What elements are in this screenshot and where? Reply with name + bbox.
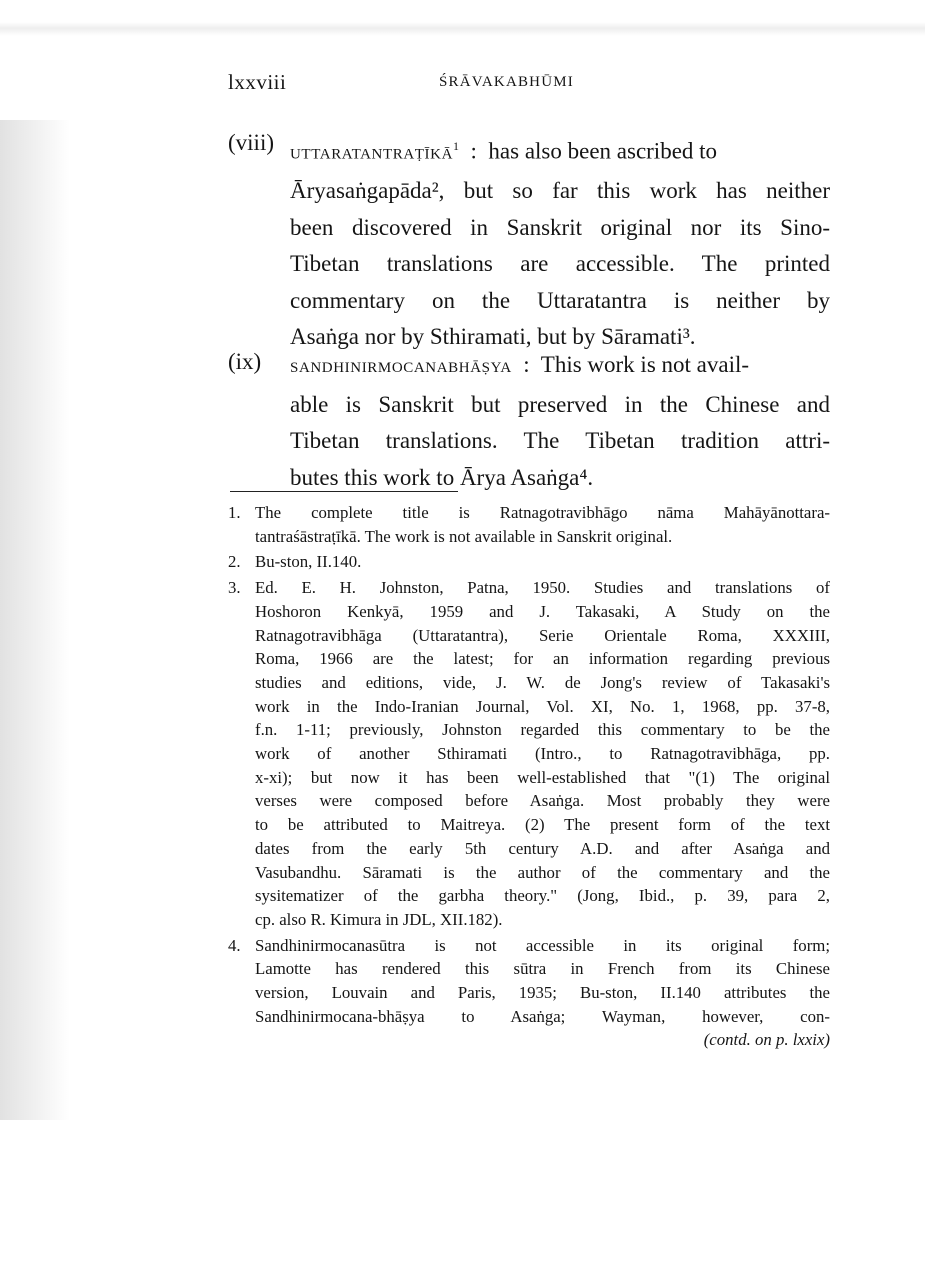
footnote-2 bbox=[228, 550, 830, 574]
footnote-line: Bu-ston, II.140. bbox=[255, 552, 362, 572]
footnote-line: Roma, 1966 are the latest; for an information regarding previous bbox=[255, 649, 830, 669]
footnote-line: to be attributed to Maitreya. (2) The present form of the text bbox=[255, 815, 830, 835]
scan-top-edge bbox=[0, 22, 925, 36]
footnote-line: Ed. E. H. Johnston, Patna, 1950. Studies and translations of bbox=[255, 578, 830, 598]
entry-title: UTTARATANTRAṬĪKĀ bbox=[290, 146, 454, 163]
footnote-line: Vasubandhu. Sāramati is the author of the commentary and the bbox=[255, 862, 830, 882]
entry-line: butes this work to Ārya Asaṅga⁴. bbox=[290, 464, 594, 490]
entry-viii bbox=[228, 128, 830, 356]
entry-line: Āryasaṅgapāda², but so far this work has neither bbox=[290, 178, 830, 204]
footnote-number: 4. bbox=[228, 935, 241, 955]
footnote-rule bbox=[230, 491, 458, 492]
entry-line-text: : This work is not avail- bbox=[511, 352, 750, 377]
footnote-1 bbox=[228, 501, 830, 548]
entry-ix bbox=[228, 347, 830, 496]
entry-line: commentary on the Uttaratantra is neither by bbox=[290, 287, 830, 313]
entry-number: (ix) bbox=[228, 349, 262, 374]
footnote-4 bbox=[228, 934, 830, 1029]
footnote-line: work in the Indo-Iranian Journal, Vol. XI, No. 1, 1968, pp. 37-8, bbox=[255, 696, 830, 716]
footnote-line: The complete title is Ratnagotravibhāgo nāma Mahāyānottara- bbox=[255, 503, 830, 522]
entry-line bbox=[290, 347, 830, 387]
footnote-3 bbox=[228, 576, 830, 932]
entry-line: Asaṅga nor by Sthiramati, but by Sāramati³. bbox=[290, 324, 696, 350]
entry-body bbox=[290, 128, 830, 356]
footnote-line: studies and editions, vide, J. W. de Jong's review of Takasaki's bbox=[255, 672, 830, 692]
footnote-line: work of another Sthiramati (Intro., to Ratnagotravibhāga, pp. bbox=[255, 744, 830, 764]
footnote-line: f.n. 1-11; previously, Johnston regarded this commentary to be the bbox=[255, 720, 830, 740]
entry-body bbox=[290, 347, 830, 496]
footnote-line: Ratnagotravibhāga (Uttaratantra), Serie Orientale Roma, XXXIII, bbox=[255, 625, 830, 645]
footnote-line: x-xi); but now it has been well-established that "(1) The original bbox=[255, 767, 830, 787]
entry-line-text: : has also been ascribed to bbox=[459, 138, 718, 164]
footnote-number: 3. bbox=[228, 578, 241, 598]
entry-line: been discovered in Sanskrit original nor its Sino- bbox=[290, 214, 830, 240]
running-title: ŚRĀVAKABHŪMI bbox=[439, 74, 574, 90]
entry-line: able is Sanskrit but preserved in the Chinese and bbox=[290, 391, 830, 417]
entry-line bbox=[290, 128, 830, 173]
footnote-ref: 1 bbox=[453, 139, 460, 153]
footnote-text bbox=[255, 550, 830, 574]
entry-number: (viii) bbox=[228, 130, 274, 155]
footnote-line: verses were composed before Asaṅga. Most probably they were bbox=[255, 791, 830, 811]
entry-line: Tibetan translations are accessible. The printed bbox=[290, 251, 830, 277]
page-number: lxxviii bbox=[228, 70, 287, 94]
footnote-line: Hoshoron Kenkyā, 1959 and J. Takasaki, A Study on the bbox=[255, 601, 830, 621]
footnote-line: Sandhinirmocanasūtra is not accessible in its original form; bbox=[255, 935, 830, 955]
footnote-line: cp. also R. Kimura in JDL, XII.182). bbox=[255, 909, 503, 929]
footnote-line: tantraśāstraṭīkā. The work is not available in Sanskrit original. bbox=[255, 526, 673, 546]
footnote-line: Sandhinirmocana-bhāṣya to Asaṅga; Wayman, however, con- bbox=[255, 1006, 830, 1026]
entry-title: SANDHINIRMOCANABHĀṢYA bbox=[290, 360, 512, 376]
footnote-line: version, Louvain and Paris, 1935; Bu-ston, II.140 attributes the bbox=[255, 983, 830, 1003]
running-head bbox=[228, 70, 828, 100]
footnote-number: 2. bbox=[228, 552, 241, 572]
footnote-line: Lamotte has rendered this sūtra in French from its Chinese bbox=[255, 959, 830, 979]
entry-line: Tibetan translations. The Tibetan tradition attri- bbox=[290, 428, 830, 453]
footnote-text bbox=[255, 576, 830, 932]
scan-left-shadow bbox=[0, 120, 70, 1120]
continuation-note: (contd. on p. lxxix) bbox=[703, 1030, 830, 1050]
footnote-number: 1. bbox=[228, 503, 241, 522]
footnote-line: sysitematizer of the garbha theory." (Jong, Ibid., p. 39, para 2, bbox=[255, 886, 830, 906]
footnote-text bbox=[255, 501, 830, 548]
footnote-line: dates from the early 5th century A.D. and after Asaṅga and bbox=[255, 838, 830, 858]
footnote-text bbox=[255, 934, 830, 1029]
footnotes bbox=[228, 501, 830, 1052]
